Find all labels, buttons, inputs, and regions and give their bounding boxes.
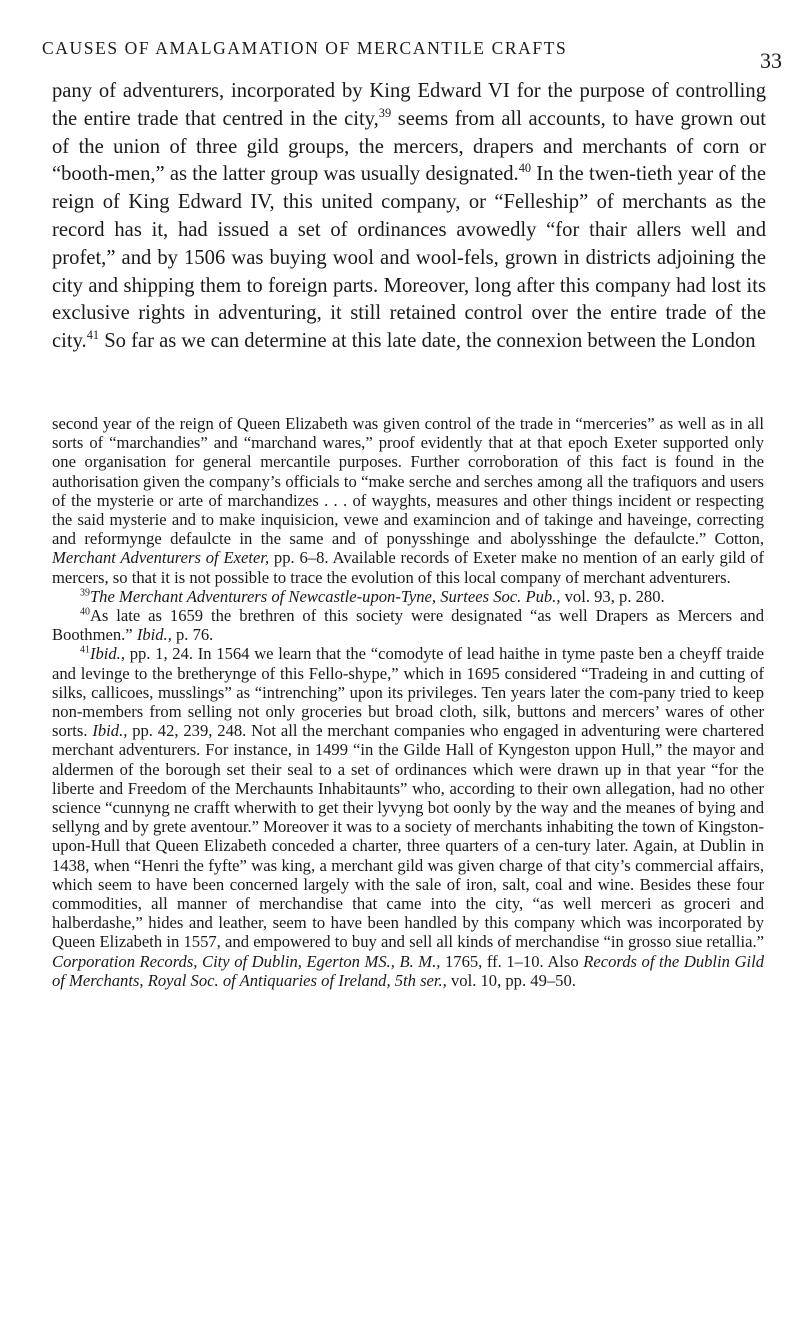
- footnote-40: $^{40}$As late as 1659 the brethren of this society were designated “as well Drapers as Mercers and Boothmen.” Ibid., p. 76.: [52, 606, 764, 645]
- footnote-39: $^{39}$The Merchant Adventurers of Newcastle-upon-Tyne, Surtees Soc. Pub., vol. 93, p. 280.: [80, 586, 665, 606]
- footnote-number: 39: [80, 587, 90, 599]
- footnote-number: 40: [80, 606, 90, 618]
- footnote-41: $^{41}$Ibid., pp. 1, 24. In 1564 we learn that the “comodyte of lead haithe in tyme paste ben a cheyff traide and levinge to the bretherynge of this Fello-shype,” which in 1695 considered “Tradeing in and cutting of silks, callicoes, musslings” as “intrenching” upon its privileges. Ten years later the com-pany tried to keep non-members from selling not only groceries but broad cloth, silk, buttons and mercers’ wares of other sorts. Ibid., pp. 42, 239, 248. Not all the merchant companies who engaged in adventuring were chartered merchant adventurers. For instance, in 1499 “in the Gilde Hall of Kyngeston uppon Hull,” the mayor and aldermen of the borough set their seal to a set of ordinances which were drawn up in that year “for the liberte and Freedom of the Merchaunts Inhabitaunts” who, according to their own allegation, had no other science “cunnyng ne crafft wherwith to get their lyvyng bot oonly by the way and the meanes of bying and sellyng and by grete aventour.” Moreover it was to a society of merchants inhabiting the town of Kingston-upon-Hull that Queen Elizabeth conceded a charter, three quarters of a cen-tury later. Again, at Dublin in 1438, when “Henri the fyfte” was king, a merchant gild was given charge of that city’s commercial affairs, which seem to have been concerned largely with the sale of iron, salt, coal and wine. Besides these four commodities, all manner of merchandise that came into the city, “as well merceri as groceri and halberdashe,” hides and leather, seem to have been handled by this company which was incorporated by Queen Elizabeth in 1557, and empowered to buy and sell all kinds of merchandise “in grosso siue retallia.” Corporation Records, City of Dublin, Egerton MS., B. M., 1765, ff. 1–10. Also Records of the Dublin Gild of Merchants, Royal Soc. of Antiquaries of Ireland, 5th ser., vol. 10, pp. 49–50.: [52, 644, 764, 990]
- running-head: CAUSES OF AMALGAMATION OF MERCANTILE CRAFTS: [42, 38, 568, 58]
- paragraph-text: So far as we can determine at this late date, the connexion between the London: [99, 330, 756, 353]
- footnotes: [52, 414, 764, 990]
- paragraph-text: In the twen-tieth year of the reign of King Edward IV, this united company, or “Felleship” of merchants as the record has it, had issued a set of ordinances avowedly “for thair allers well and profet,” and by 1506 was buying wool and wool-fels, grown in districts adjoining the city and shipping them to foreign parts. Moreover, long after this company had lost its exclusive rights in adventuring, it still retained control over the entire trade of the city.: [52, 163, 766, 353]
- note-ref-40: 40: [518, 161, 532, 176]
- footnote-38-continued: second year of the reign of Queen Elizabeth was given control of the trade in “merceries” as well as in all sorts of “marchandies” and “marchand wares,” proof evidently that at that epoch Exeter supported only one organisation for general mercantile purposes. Further corroboration of this fact is found in the authorisation given the company’s officials to “make serche and serches among all the trafiquors and users of the mysterie or arte of marchandizes . . . of wayghts, measures and other things incident or respecting the said mysterie and to make inquisicion, vewe and examincion and of takinge and haveinge, correcting and reformynge defaulcte in the same and of ponysshinge and abolysshinge the defaulcte.” Cotton, Merchant Adventurers of Exeter, pp. 6–8. Available records of Exeter make no mention of an early gild of mercers, so that it is not possible to trace the evolution of this local company of merchant adventurers.: [52, 414, 764, 587]
- note-ref-41: 41: [86, 328, 100, 343]
- footnote-number: 41: [80, 644, 90, 656]
- note-ref-39: 39: [378, 105, 392, 120]
- main-paragraph: [52, 78, 766, 356]
- paragraph-text: pany of adventurers, incorporated by King Edward VI for the purpose of controlling the entire trade that centred in the city,: [52, 80, 766, 130]
- page-number: 33: [760, 48, 782, 73]
- paragraph-text: seems from all accounts, to have grown out of the union of three gild groups, the mercers, drapers and merchants of corn or “booth-men,” as the latter group was usually designated.: [52, 107, 766, 186]
